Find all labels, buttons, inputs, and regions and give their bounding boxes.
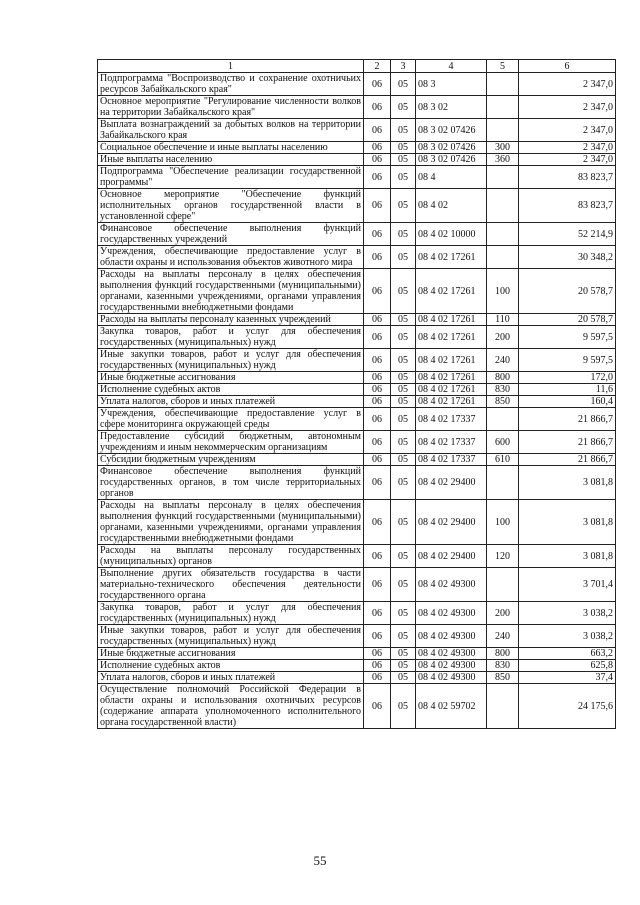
- expense-type-cell: [487, 73, 519, 96]
- section-code-cell: 05: [391, 568, 416, 602]
- expense-type-cell: 800: [487, 372, 519, 384]
- target-article-cell: 08 4 02 17261: [416, 246, 487, 269]
- amount-cell: 21 866,7: [519, 454, 616, 466]
- expense-type-cell: 830: [487, 660, 519, 672]
- amount-cell: 172,0: [519, 372, 616, 384]
- table-row: [98, 349, 616, 372]
- section-code-cell: 05: [391, 454, 416, 466]
- section-code-cell: 05: [391, 246, 416, 269]
- amount-cell: 160,4: [519, 396, 616, 408]
- amount-cell: 2 347,0: [519, 96, 616, 119]
- table-row: [98, 545, 616, 568]
- target-article-cell: 08 3 02: [416, 96, 487, 119]
- ministry-code-cell: 06: [364, 408, 391, 431]
- ministry-code-cell: 06: [364, 223, 391, 246]
- amount-cell: 11,6: [519, 384, 616, 396]
- row-name-cell: Финансовое обеспечение выполнения функций государственных органов, в том числе территориальных органов: [98, 466, 364, 500]
- ministry-code-cell: 06: [364, 648, 391, 660]
- target-article-cell: 08 4 02 49300: [416, 672, 487, 684]
- ministry-code-cell: 06: [364, 314, 391, 326]
- section-code-cell: 05: [391, 96, 416, 119]
- target-article-cell: 08 4 02 10000: [416, 223, 487, 246]
- table-row: [98, 73, 616, 96]
- expense-type-cell: 830: [487, 384, 519, 396]
- ministry-code-cell: 06: [364, 500, 391, 545]
- target-article-cell: 08 4 02 49300: [416, 602, 487, 625]
- section-code-cell: 05: [391, 625, 416, 648]
- table-row: [98, 431, 616, 454]
- amount-cell: 30 348,2: [519, 246, 616, 269]
- amount-cell: 2 347,0: [519, 142, 616, 154]
- ministry-code-cell: 06: [364, 568, 391, 602]
- expense-type-cell: 100: [487, 500, 519, 545]
- row-name-cell: Иные бюджетные ассигнования: [98, 648, 364, 660]
- table-row: [98, 684, 616, 729]
- section-code-cell: 05: [391, 372, 416, 384]
- table-row: [98, 408, 616, 431]
- table-row: [98, 166, 616, 189]
- target-article-cell: 08 3: [416, 73, 487, 96]
- amount-cell: 3 081,8: [519, 466, 616, 500]
- expense-type-cell: [487, 246, 519, 269]
- target-article-cell: 08 4 02 17261: [416, 326, 487, 349]
- expense-type-cell: [487, 684, 519, 729]
- section-code-cell: 05: [391, 396, 416, 408]
- expense-type-cell: 360: [487, 154, 519, 166]
- section-code-cell: 05: [391, 119, 416, 142]
- section-code-cell: 05: [391, 142, 416, 154]
- ministry-code-cell: 06: [364, 154, 391, 166]
- row-name-cell: Исполнение судебных актов: [98, 660, 364, 672]
- target-article-cell: 08 4 02 17261: [416, 372, 487, 384]
- target-article-cell: 08 3 02 07426: [416, 142, 487, 154]
- section-code-cell: 05: [391, 166, 416, 189]
- page-number: 55: [313, 853, 327, 868]
- target-article-cell: 08 4: [416, 166, 487, 189]
- target-article-cell: 08 4 02 17337: [416, 408, 487, 431]
- table-row: [98, 396, 616, 408]
- section-code-cell: 05: [391, 466, 416, 500]
- section-code-cell: 05: [391, 223, 416, 246]
- ministry-code-cell: 06: [364, 246, 391, 269]
- table-row: [98, 384, 616, 396]
- table-row: [98, 189, 616, 223]
- table-row: [98, 602, 616, 625]
- table-row: [98, 223, 616, 246]
- target-article-cell: 08 4 02 49300: [416, 648, 487, 660]
- row-name-cell: Иные выплаты населению: [98, 154, 364, 166]
- target-article-cell: 08 4 02 17261: [416, 314, 487, 326]
- row-name-cell: Закупка товаров, работ и услуг для обеспечения государственных (муниципальных) нужд: [98, 326, 364, 349]
- ministry-code-cell: 06: [364, 142, 391, 154]
- row-name-cell: Расходы на выплаты персоналу казенных учреждений: [98, 314, 364, 326]
- expense-type-cell: 100: [487, 269, 519, 314]
- table-row: [98, 454, 616, 466]
- ministry-code-cell: 06: [364, 431, 391, 454]
- target-article-cell: 08 4 02 17261: [416, 349, 487, 372]
- expense-type-cell: 850: [487, 672, 519, 684]
- table-header-row: [98, 60, 616, 73]
- section-code-cell: 05: [391, 349, 416, 372]
- amount-cell: 83 823,7: [519, 189, 616, 223]
- table-row: [98, 625, 616, 648]
- expense-type-cell: [487, 166, 519, 189]
- target-article-cell: 08 4 02 49300: [416, 568, 487, 602]
- section-code-cell: 05: [391, 326, 416, 349]
- expense-type-cell: 300: [487, 142, 519, 154]
- target-article-cell: 08 4 02 17261: [416, 384, 487, 396]
- expense-type-cell: 240: [487, 625, 519, 648]
- section-code-cell: 05: [391, 73, 416, 96]
- ministry-code-cell: 06: [364, 189, 391, 223]
- row-name-cell: Подпрограмма "Воспроизводство и сохранение охотничьих ресурсов Забайкальского края": [98, 73, 364, 96]
- section-code-cell: 05: [391, 500, 416, 545]
- table-row: [98, 154, 616, 166]
- section-code-cell: 05: [391, 660, 416, 672]
- amount-cell: 625,8: [519, 660, 616, 672]
- table-row: [98, 119, 616, 142]
- ministry-code-cell: 06: [364, 96, 391, 119]
- column-header: 2: [364, 60, 391, 73]
- amount-cell: 3 038,2: [519, 602, 616, 625]
- table-row: [98, 96, 616, 119]
- ministry-code-cell: 06: [364, 545, 391, 568]
- ministry-code-cell: 06: [364, 466, 391, 500]
- section-code-cell: 05: [391, 384, 416, 396]
- row-name-cell: Субсидии бюджетным учреждениям: [98, 454, 364, 466]
- ministry-code-cell: 06: [364, 73, 391, 96]
- ministry-code-cell: 06: [364, 372, 391, 384]
- amount-cell: 21 866,7: [519, 431, 616, 454]
- expense-type-cell: [487, 119, 519, 142]
- ministry-code-cell: 06: [364, 119, 391, 142]
- expense-type-cell: [487, 189, 519, 223]
- expense-type-cell: 850: [487, 396, 519, 408]
- target-article-cell: 08 4 02 17261: [416, 396, 487, 408]
- row-name-cell: Уплата налогов, сборов и иных платежей: [98, 672, 364, 684]
- ministry-code-cell: 06: [364, 660, 391, 672]
- ministry-code-cell: 06: [364, 269, 391, 314]
- table-row: [98, 660, 616, 672]
- expense-type-cell: [487, 408, 519, 431]
- amount-cell: 2 347,0: [519, 154, 616, 166]
- amount-cell: 21 866,7: [519, 408, 616, 431]
- amount-cell: 52 214,9: [519, 223, 616, 246]
- expense-type-cell: [487, 466, 519, 500]
- table-row: [98, 269, 616, 314]
- row-name-cell: Закупка товаров, работ и услуг для обеспечения государственных (муниципальных) нужд: [98, 602, 364, 625]
- amount-cell: 663,2: [519, 648, 616, 660]
- column-header: 3: [391, 60, 416, 73]
- column-header: 5: [487, 60, 519, 73]
- amount-cell: 3 701,4: [519, 568, 616, 602]
- target-article-cell: 08 4 02 17337: [416, 431, 487, 454]
- amount-cell: 3 081,8: [519, 500, 616, 545]
- expense-type-cell: [487, 568, 519, 602]
- row-name-cell: Расходы на выплаты персоналу в целях обеспечения выполнения функций государственными (муниципальными) органами, казенными учреждениями, органами управления государственными внебюджетными фондами: [98, 269, 364, 314]
- ministry-code-cell: 06: [364, 454, 391, 466]
- target-article-cell: 08 3 02 07426: [416, 154, 487, 166]
- section-code-cell: 05: [391, 672, 416, 684]
- expense-type-cell: [487, 96, 519, 119]
- amount-cell: 9 597,5: [519, 349, 616, 372]
- expense-type-cell: [487, 223, 519, 246]
- amount-cell: 3 038,2: [519, 625, 616, 648]
- amount-cell: 2 347,0: [519, 73, 616, 96]
- row-name-cell: Иные закупки товаров, работ и услуг для обеспечения государственных (муниципальных) нужд: [98, 625, 364, 648]
- ministry-code-cell: 06: [364, 384, 391, 396]
- table-row: [98, 142, 616, 154]
- section-code-cell: 05: [391, 408, 416, 431]
- section-code-cell: 05: [391, 154, 416, 166]
- expense-type-cell: 200: [487, 326, 519, 349]
- row-name-cell: Уплата налогов, сборов и иных платежей: [98, 396, 364, 408]
- table-body: [98, 73, 616, 729]
- target-article-cell: 08 4 02 49300: [416, 660, 487, 672]
- section-code-cell: 05: [391, 684, 416, 729]
- row-name-cell: Иные бюджетные ассигнования: [98, 372, 364, 384]
- section-code-cell: 05: [391, 602, 416, 625]
- target-article-cell: 08 4 02 29400: [416, 500, 487, 545]
- expense-type-cell: 600: [487, 431, 519, 454]
- section-code-cell: 05: [391, 314, 416, 326]
- ministry-code-cell: 06: [364, 602, 391, 625]
- section-code-cell: 05: [391, 431, 416, 454]
- row-name-cell: Расходы на выплаты персоналу государственных (муниципальных) органов: [98, 545, 364, 568]
- target-article-cell: 08 4 02 59702: [416, 684, 487, 729]
- ministry-code-cell: 06: [364, 349, 391, 372]
- table-row: [98, 314, 616, 326]
- target-article-cell: 08 4 02 49300: [416, 625, 487, 648]
- row-name-cell: Выплата вознаграждений за добытых волков на территории Забайкальского края: [98, 119, 364, 142]
- expense-type-cell: 200: [487, 602, 519, 625]
- target-article-cell: 08 4 02 29400: [416, 466, 487, 500]
- target-article-cell: 08 4 02: [416, 189, 487, 223]
- section-code-cell: 05: [391, 189, 416, 223]
- expense-type-cell: 240: [487, 349, 519, 372]
- column-header: 1: [98, 60, 364, 73]
- amount-cell: 24 175,6: [519, 684, 616, 729]
- expense-type-cell: 800: [487, 648, 519, 660]
- section-code-cell: 05: [391, 269, 416, 314]
- ministry-code-cell: 06: [364, 672, 391, 684]
- row-name-cell: Расходы на выплаты персоналу в целях обеспечения выполнения функций государственными (муниципальными) органами, казенными учреждениями, органами управления государственными внебюджетными фондами: [98, 500, 364, 545]
- table-row: [98, 672, 616, 684]
- row-name-cell: Выполнение других обязательств государства в части материально-технического обеспечения деятельности государственного органа: [98, 568, 364, 602]
- ministry-code-cell: 06: [364, 684, 391, 729]
- row-name-cell: Учреждения, обеспечивающие предоставление услуг в сфере мониторинга окружающей среды: [98, 408, 364, 431]
- row-name-cell: Социальное обеспечение и иные выплаты населению: [98, 142, 364, 154]
- table-row: [98, 568, 616, 602]
- amount-cell: 20 578,7: [519, 269, 616, 314]
- row-name-cell: Исполнение судебных актов: [98, 384, 364, 396]
- row-name-cell: Иные закупки товаров, работ и услуг для обеспечения государственных (муниципальных) нужд: [98, 349, 364, 372]
- row-name-cell: Учреждения, обеспечивающие предоставление услуг в области охраны и использования объектов животного мира: [98, 246, 364, 269]
- amount-cell: 83 823,7: [519, 166, 616, 189]
- table-row: [98, 326, 616, 349]
- expense-type-cell: 120: [487, 545, 519, 568]
- row-name-cell: Финансовое обеспечение выполнения функций государственных учреждений: [98, 223, 364, 246]
- row-name-cell: Предоставление субсидий бюджетным, автономным учреждениям и иным некоммерческим организациям: [98, 431, 364, 454]
- ministry-code-cell: 06: [364, 166, 391, 189]
- table-row: [98, 648, 616, 660]
- amount-cell: 9 597,5: [519, 326, 616, 349]
- target-article-cell: 08 4 02 17261: [416, 269, 487, 314]
- column-header: 6: [519, 60, 616, 73]
- amount-cell: 20 578,7: [519, 314, 616, 326]
- section-code-cell: 05: [391, 648, 416, 660]
- row-name-cell: Основное мероприятие "Обеспечение функций исполнительных органов государственной власти в установленной сфере": [98, 189, 364, 223]
- ministry-code-cell: 06: [364, 396, 391, 408]
- table-row: [98, 372, 616, 384]
- ministry-code-cell: 06: [364, 326, 391, 349]
- ministry-code-cell: 06: [364, 625, 391, 648]
- row-name-cell: Основное мероприятие "Регулирование численности волков на территории Забайкальского края": [98, 96, 364, 119]
- amount-cell: 37,4: [519, 672, 616, 684]
- row-name-cell: Подпрограмма "Обеспечение реализации государственной программы": [98, 166, 364, 189]
- amount-cell: 2 347,0: [519, 119, 616, 142]
- table-row: [98, 500, 616, 545]
- budget-table: [97, 59, 616, 729]
- table-row: [98, 246, 616, 269]
- section-code-cell: 05: [391, 545, 416, 568]
- expense-type-cell: 610: [487, 454, 519, 466]
- amount-cell: 3 081,8: [519, 545, 616, 568]
- target-article-cell: 08 4 02 29400: [416, 545, 487, 568]
- column-header: 4: [416, 60, 487, 73]
- table-row: [98, 466, 616, 500]
- target-article-cell: 08 4 02 17337: [416, 454, 487, 466]
- target-article-cell: 08 3 02 07426: [416, 119, 487, 142]
- expense-type-cell: 110: [487, 314, 519, 326]
- row-name-cell: Осуществление полномочий Российской Федерации в области охраны и использования охотничьих ресурсов (содержание аппарата уполномоченного исполнительного органа государственной власти): [98, 684, 364, 729]
